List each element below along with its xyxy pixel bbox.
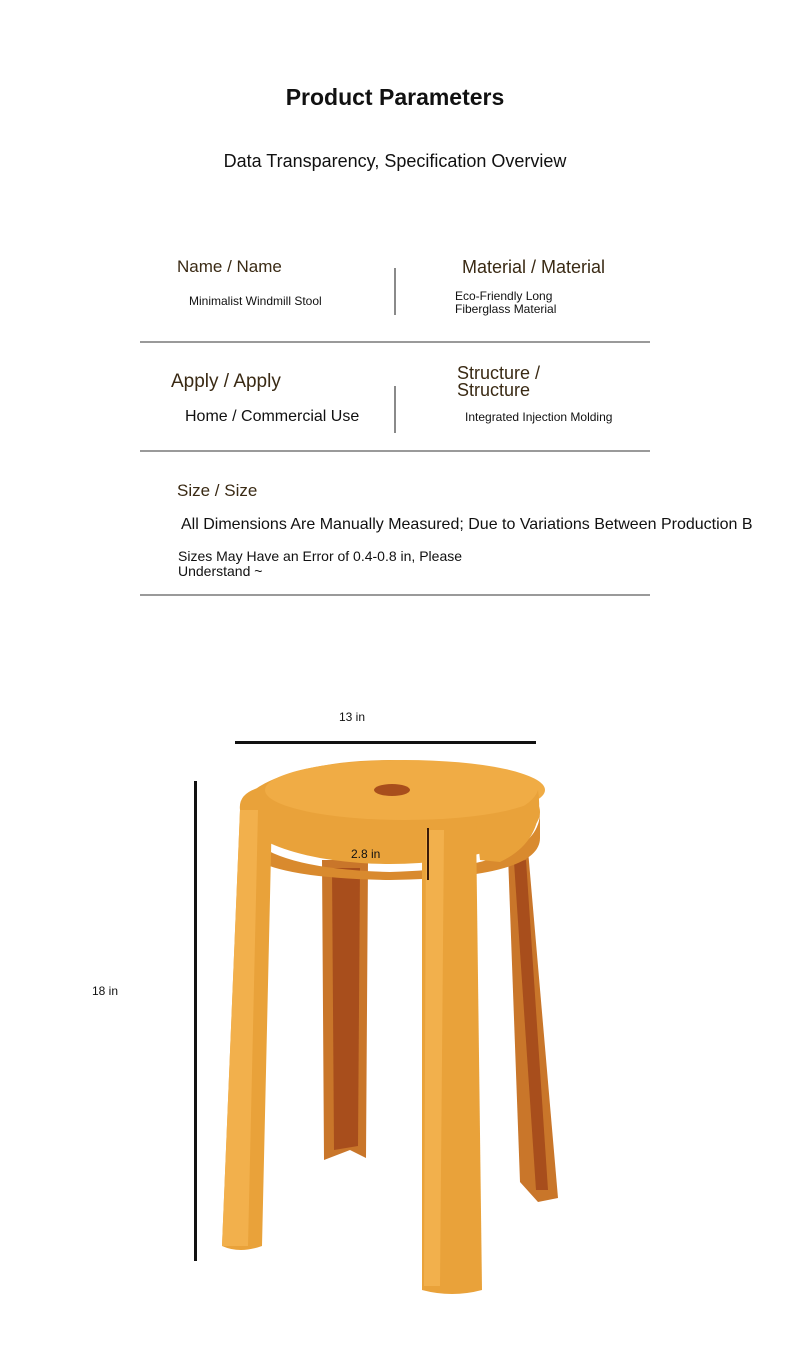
- width-dimension-line: [235, 741, 536, 744]
- size-error-note: Sizes May Have an Error of 0.4-0.8 in, Please Understand ~: [178, 548, 463, 579]
- size-label: Size / Size: [177, 481, 258, 500]
- seat-thickness-label: 2.8 in: [351, 847, 381, 861]
- divider-horizontal: [140, 341, 650, 343]
- size-note: All Dimensions Are Manually Measured; Due to Variations Between Production B: [181, 516, 753, 533]
- page-subtitle: Data Transparency, Specification Overview: [223, 151, 567, 171]
- divider-horizontal: [140, 594, 650, 596]
- material-label: Material / Material: [462, 257, 606, 277]
- name-value: Minimalist Windmill Stool: [189, 294, 322, 308]
- height-dimension-line: [194, 781, 197, 1261]
- divider-vertical: [394, 386, 396, 433]
- name-label: Name / Name: [177, 257, 282, 276]
- structure-value: Integrated Injection Molding: [465, 410, 613, 424]
- divider-vertical: [394, 268, 396, 315]
- height-dimension-label: 18 in: [92, 984, 119, 998]
- stool-image: [200, 750, 580, 1310]
- structure-label: Structure / Structure: [457, 363, 541, 400]
- width-dimension-label: 13 in: [339, 710, 366, 724]
- material-value: Eco-Friendly Long Fiberglass Material: [455, 289, 557, 316]
- apply-value: Home / Commercial Use: [185, 408, 360, 425]
- page-title: Product Parameters: [285, 84, 505, 110]
- apply-label: Apply / Apply: [171, 371, 281, 392]
- divider-horizontal: [140, 450, 650, 452]
